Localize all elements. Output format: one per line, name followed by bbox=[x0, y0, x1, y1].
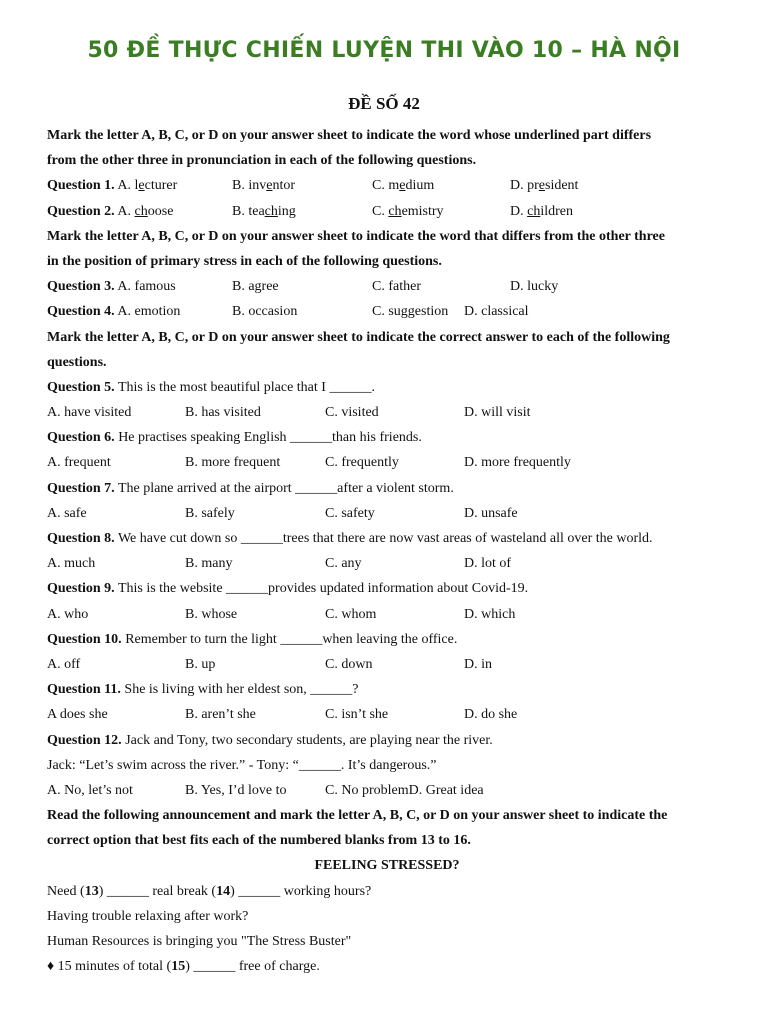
option-a: A. famous bbox=[117, 279, 176, 295]
question-1 bbox=[47, 173, 727, 198]
option-b: B. safely bbox=[185, 505, 235, 521]
option-c: C. chemistry bbox=[372, 203, 444, 219]
option-a: A. much bbox=[47, 556, 96, 572]
question-7 bbox=[47, 476, 727, 501]
instruction-pronunciation-line-2: from the other three in pronunciation in each of the following questions. bbox=[47, 153, 477, 169]
question-9 bbox=[47, 576, 727, 601]
instruction-stress-line-2: in the position of primary stress in each of the following questions. bbox=[47, 253, 442, 269]
document-title: 50 ĐỀ THỰC CHIẾN LUYỆN THI VÀO 10 – HÀ NỘI bbox=[87, 38, 681, 63]
option-c-d: C. No problemD. Great idea bbox=[325, 782, 484, 798]
option-c: C. any bbox=[325, 556, 362, 572]
option-c: C. isn’t she bbox=[325, 707, 389, 723]
option-b: B. inventor bbox=[232, 178, 296, 194]
option-a: A. off bbox=[47, 656, 81, 672]
option-a: A. safe bbox=[47, 505, 87, 521]
option-b: B. has visited bbox=[185, 405, 261, 421]
question-text: We have cut down so ______trees that there are now vast areas of wasteland all over the world. bbox=[117, 531, 653, 546]
option-d: D. unsafe bbox=[464, 505, 518, 521]
question-text: The plane arrived at the airport ______after a violent storm. bbox=[117, 480, 454, 496]
question-label: Question 3. bbox=[47, 279, 115, 295]
question-text: This is the website ______provides updated information about Covid-19. bbox=[117, 581, 529, 597]
question-12 bbox=[47, 728, 727, 753]
option-b: B. aren’t she bbox=[185, 707, 256, 723]
question-text: Remember to turn the light ______when leaving the office. bbox=[125, 631, 458, 647]
question-4 bbox=[47, 299, 727, 324]
question-label: Question 1. bbox=[47, 178, 115, 194]
option-c: C. suggestion bbox=[372, 304, 449, 320]
option-a: A. frequent bbox=[47, 455, 111, 471]
passage-line-4: ♦ 15 minutes of total (15) ______ free of charge. bbox=[47, 959, 320, 975]
exam-number: ĐỀ SỐ 42 bbox=[348, 94, 420, 113]
question-label: Question 11. bbox=[47, 682, 121, 698]
question-12-dialogue: Jack: “Let’s swim across the river.” - Tony: “______. It’s dangerous.” bbox=[47, 757, 437, 773]
question-5 bbox=[47, 375, 727, 400]
option-b: B. agree bbox=[232, 279, 279, 295]
option-c: C. father bbox=[372, 279, 421, 295]
question-label: Question 8. bbox=[47, 531, 115, 546]
question-text: This is the most beautiful place that I ______. bbox=[117, 379, 375, 395]
question-11 bbox=[47, 677, 727, 702]
passage-line-1: Need (13) ______ real break (14) ______ working hours? bbox=[47, 883, 372, 899]
instruction-reading-line-1: Read the following announcement and mark the letter A, B, C, or D on your answer sheet to indicate the bbox=[47, 808, 668, 824]
question-text: She is living with her eldest son, ______? bbox=[124, 682, 359, 698]
passage-line-3: Human Resources is bringing you "The Stress Buster" bbox=[47, 934, 352, 949]
option-d: D. will visit bbox=[464, 405, 531, 421]
question-9-options bbox=[47, 602, 727, 627]
option-a: A does she bbox=[47, 707, 108, 723]
question-6 bbox=[47, 425, 727, 450]
instruction-reading-line-2: correct option that best fits each of the numbered blanks from 13 to 16. bbox=[47, 833, 471, 849]
question-2 bbox=[47, 199, 727, 224]
instruction-grammar-line-1: Mark the letter A, B, C, or D on your answer sheet to indicate the correct answer to each of the following bbox=[47, 329, 670, 345]
question-10 bbox=[47, 627, 727, 652]
option-d: D. lucky bbox=[510, 279, 559, 295]
option-b: B. up bbox=[185, 656, 216, 672]
question-8 bbox=[47, 526, 727, 551]
question-label: Question 7. bbox=[47, 480, 115, 496]
option-a: A. emotion bbox=[117, 304, 181, 320]
option-a: A. No, let’s not bbox=[47, 782, 133, 798]
question-label: Question 2. bbox=[47, 203, 115, 219]
option-c: C. safety bbox=[325, 505, 375, 521]
instruction-grammar-line-2: questions. bbox=[47, 354, 107, 370]
option-d: D. lot of bbox=[464, 556, 512, 572]
option-a: A. have visited bbox=[47, 405, 132, 421]
question-6-options bbox=[47, 450, 727, 475]
option-d: D. do she bbox=[464, 707, 518, 723]
question-label: Question 10. bbox=[47, 631, 122, 647]
option-a: A. choose bbox=[117, 203, 174, 219]
question-11-options bbox=[47, 702, 727, 727]
option-b: B. many bbox=[185, 556, 233, 572]
option-d: D. in bbox=[464, 656, 492, 672]
option-c: C. visited bbox=[325, 405, 379, 421]
option-d: D. president bbox=[510, 178, 579, 194]
option-b: B. teaching bbox=[232, 203, 296, 219]
option-d: D. classical bbox=[464, 304, 529, 320]
exam-content bbox=[47, 123, 727, 979]
question-10-options bbox=[47, 652, 727, 677]
option-b: B. Yes, I’d love to bbox=[185, 782, 287, 798]
option-d: D. children bbox=[510, 203, 573, 219]
option-d: D. more frequently bbox=[464, 455, 571, 471]
question-label: Question 5. bbox=[47, 379, 115, 395]
question-label: Question 6. bbox=[47, 430, 115, 446]
passage-title: FEELING STRESSED? bbox=[314, 858, 460, 874]
option-c: C. frequently bbox=[325, 455, 399, 471]
option-d: D. which bbox=[464, 606, 516, 622]
question-3 bbox=[47, 274, 727, 299]
option-c: C. down bbox=[325, 656, 373, 672]
option-b: B. occasion bbox=[232, 304, 298, 320]
option-b: B. whose bbox=[185, 606, 238, 622]
question-5-options bbox=[47, 400, 727, 425]
option-c: C. whom bbox=[325, 606, 377, 622]
question-text: Jack and Tony, two secondary students, are playing near the river. bbox=[125, 732, 493, 748]
question-12-options bbox=[47, 778, 727, 803]
question-text: He practises speaking English ______than his friends. bbox=[118, 430, 422, 446]
option-c: C. medium bbox=[372, 178, 435, 194]
question-label: Question 4. bbox=[47, 304, 115, 320]
option-a: A. lecturer bbox=[117, 178, 178, 194]
question-7-options bbox=[47, 501, 727, 526]
instruction-stress-line-1: Mark the letter A, B, C, or D on your answer sheet to indicate the word that differs from the other three bbox=[47, 228, 665, 244]
question-label: Question 9. bbox=[47, 581, 115, 597]
question-label: Question 12. bbox=[47, 732, 122, 748]
passage-line-2: Having trouble relaxing after work? bbox=[47, 908, 249, 924]
question-8-options bbox=[47, 551, 727, 576]
instruction-pronunciation-line-1: Mark the letter A, B, C, or D on your answer sheet to indicate the word whose underlined part differs bbox=[47, 128, 652, 143]
option-b: B. more frequent bbox=[185, 455, 281, 471]
option-a: A. who bbox=[47, 606, 89, 622]
